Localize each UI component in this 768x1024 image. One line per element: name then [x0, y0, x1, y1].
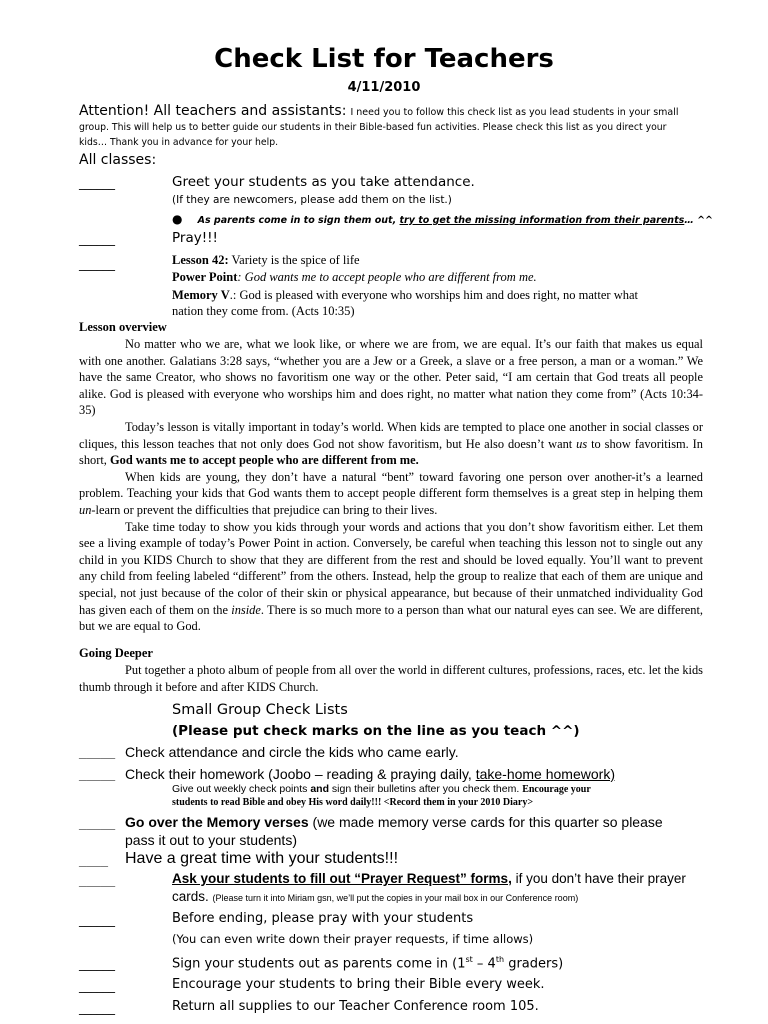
prayer-cards: cards. — [172, 889, 209, 904]
overview-p2-text-b: to show favoritism. In short, — [79, 436, 703, 468]
before-ending-note: (You can even write down their prayer requests, if time allows) — [172, 932, 534, 946]
check-line[interactable]: ______ — [79, 913, 115, 927]
return-item: Return all supplies to our Teacher Conference room 105. — [172, 999, 539, 1014]
overview-paragraph-4 — [79, 519, 703, 635]
sign-out-text: Sign your students out as parents come in (1 — [172, 956, 466, 972]
memory-verse-label: Memory V — [172, 288, 230, 302]
homework-note-text: Give out weekly check points — [172, 783, 311, 795]
attendance-item: Check attendance and circle the kids who came early. — [125, 744, 459, 760]
greet-note: (If they are newcomers, please add them on the list.) — [172, 194, 452, 206]
overview-p3-text: When kids are young, they don’t have a natural “bent” toward favoring one person over another-it’s a learned problem. Teaching your kids that God wants them to accept people different form themselves is a great step in helping them — [79, 469, 703, 501]
memory-verse-text-2: nation they come from. (Acts 10:35) — [172, 304, 355, 318]
overview-paragraph-2 — [79, 419, 703, 469]
encourage-item: Encourage your students to bring their Bible every week. — [172, 977, 545, 992]
overview-paragraph-1: No matter who we are, what we look like, or where we are from, we are equal. It’s our faith that makes us equal with one another. Galatians 3:28 says, “whether you are a Jew or a Greek, a slave or a free person, a man or a woman.” We have the same Creator, who shows no favoritism one way or the other. Peter said, “I am certain that God treats all people alike. God is pleased with everyone who worships him and does right, no matter what nation they come from” (Acts 10:34-35) — [79, 337, 703, 418]
small-group-subheading: (Please put check marks on the line as you teach ^^) — [172, 723, 580, 739]
memory-verse-text: .: God is pleased with everyone who worships him and does right, no matter what — [229, 288, 638, 302]
overview-p2-text: Today’s lesson is vitally important in today’s world. When kids are tempted to place one another in social classes or cliques, this lesson teaches that not only does God not show favoritism, but He also doesn’t want — [79, 419, 703, 451]
going-deeper-heading: Going Deeper — [79, 646, 153, 660]
prayer-item — [172, 871, 686, 886]
attention-heading: Attention! All teachers and assistants: — [79, 103, 347, 119]
sign-out-sup-st: st — [465, 955, 473, 964]
homework-note-2: students to read Bible and obey His word daily!!! <Record them in your 2010 Diary> — [172, 797, 534, 808]
overview-p2-bold: God wants me to accept people who are different from me. — [109, 453, 419, 468]
lesson-title — [172, 253, 360, 268]
overview-p4-text-b: . There is so much more to a person than what our natural eyes can see. We are different, but we are equal to God. — [79, 602, 703, 634]
homework-note-bold: Encourage your — [522, 784, 591, 795]
lesson-label: Lesson 42: — [172, 253, 229, 267]
overview-p3-text-b: -learn or prevent the difficulties that prejudice can bring to their lives. — [91, 502, 438, 517]
prayer-item-2 — [172, 889, 578, 904]
page-date: 4/11/2010 — [347, 80, 421, 95]
memory-item-2: pass it out to your students) — [125, 832, 297, 848]
overview-p4-inside: inside — [231, 602, 261, 617]
going-deeper-paragraph: Put together a photo album of people from all over the world in different cultures, professions, races, etc. let the kids thumb through it before and after KIDS Church. — [79, 663, 703, 694]
check-line[interactable]: ____ — [79, 853, 108, 868]
overview-paragraph-3 — [79, 469, 703, 519]
attention-line — [79, 102, 679, 120]
check-line[interactable]: ______ — [79, 232, 115, 246]
check-line[interactable]: ______ — [79, 957, 115, 971]
homework-item — [125, 766, 615, 782]
homework-underlined: take-home homework) — [475, 766, 615, 782]
check-line[interactable]: _____ — [79, 816, 116, 831]
bullet-item — [172, 212, 713, 226]
sign-out-text-end: graders) — [504, 956, 564, 972]
memory-item-text: (we made memory verse cards for this quarter so please — [308, 814, 663, 830]
overview-p3-un: un — [79, 502, 92, 517]
greet-item: Greet your students as you take attendance. — [172, 174, 475, 190]
bullet-icon: ● — [172, 212, 183, 226]
bullet-end: … ^^ — [684, 215, 714, 226]
check-line[interactable]: _____ — [79, 745, 116, 760]
small-group-heading: Small Group Check Lists — [172, 702, 348, 718]
check-line[interactable]: ______ — [79, 1001, 115, 1015]
overview-p4-text: Take time today to show you kids through your words and actions that you don’t show favoritism either. Let them see a living example of today’s Power Point in action. Conversely, be careful when teaching this lesson not to single out any child in you KIDS Church to show that they are different from the rest and should be loved equally. You’ll want to prevent any child from feeling labeled “different” from the others. Instead, help the group to realize that each of them are unique and special, not just because of the color of their skin or physical appearance, but because of their unmatched individuality God has given each of them on the — [79, 519, 703, 617]
sign-out-text-mid: – 4 — [472, 956, 496, 972]
prayer-note: (Please turn it into Miriam gsn, we’ll put the copies in your mail box in our Conference room) — [212, 893, 579, 903]
check-line[interactable]: _____ — [79, 767, 116, 782]
attention-text-2: group. This will help us to better guide our students in their Bible-based fun activities. Please check this list as you direct your — [79, 122, 667, 133]
sign-out-item — [172, 955, 563, 971]
homework-text: Check their homework (Joobo – reading & praying daily, — [125, 766, 476, 782]
before-ending-item: Before ending, please pray with your students — [172, 911, 474, 926]
lesson-text: Variety is the spice of life — [228, 253, 360, 267]
prayer-underlined: Ask your students to fill out “Prayer Request” forms, — [172, 871, 512, 886]
prayer-text: if you don’t have their prayer — [511, 871, 686, 886]
homework-note-text-b: sign their bulletins after you check them. — [329, 783, 523, 795]
check-line[interactable]: _____ — [79, 873, 116, 888]
memory-item-bold: Go over the Memory verses — [125, 814, 309, 830]
great-time-item: Have a great time with your students!!! — [125, 850, 399, 867]
power-point-text: : God wants me to accept people who are different from me. — [237, 270, 537, 284]
page-title: Check List for Teachers — [214, 44, 554, 74]
check-line[interactable]: ______ — [79, 257, 115, 271]
attention-text-3: kids… Thank you in advance for your help. — [79, 137, 279, 148]
bullet-text: As parents come in to sign them out, — [197, 215, 400, 226]
homework-note-and: and — [310, 783, 329, 795]
attention-text-1: I need you to follow this check list as you lead students in your small — [350, 107, 679, 118]
going-deeper-body — [79, 662, 703, 695]
sign-out-sup-th: th — [495, 955, 505, 964]
lesson-overview-heading: Lesson overview — [79, 320, 167, 334]
lesson-overview-body — [79, 336, 703, 635]
pray-item: Pray!!! — [172, 230, 218, 246]
check-line[interactable]: ______ — [79, 979, 115, 993]
bullet-underlined: try to get the missing information from their parents — [399, 215, 685, 226]
check-line[interactable]: ______ — [79, 176, 115, 190]
homework-note-1 — [172, 783, 591, 795]
memory-item — [125, 814, 663, 830]
memory-verse — [172, 288, 638, 303]
overview-p2-us: us — [576, 436, 588, 451]
power-point — [172, 270, 537, 285]
power-point-label: Power Point — [172, 270, 238, 284]
all-classes-heading: All classes: — [79, 152, 157, 168]
